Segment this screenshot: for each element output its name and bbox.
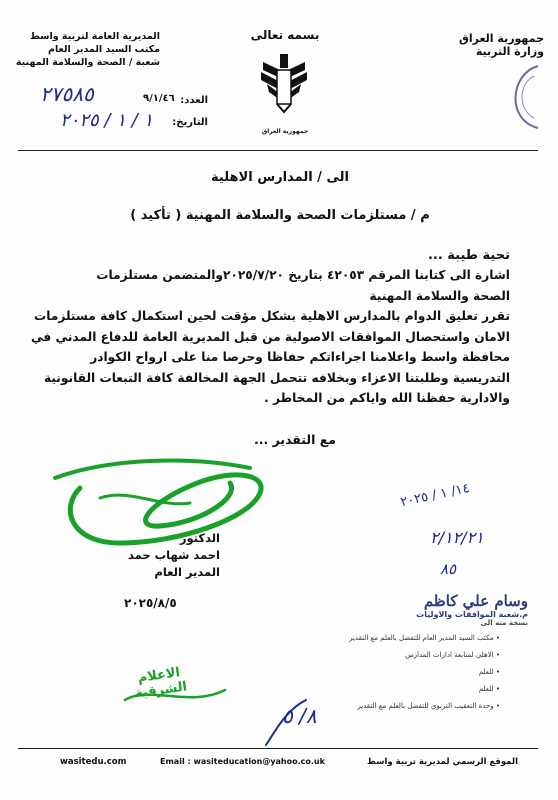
emblem-caption: جمهورية العراق: [261, 128, 309, 135]
cc-item: • الاهلي لمتابعة ادارات المدارس: [405, 651, 500, 659]
signature-title: الدكتور: [179, 531, 220, 545]
letter-paragraph-1: [52, 265, 510, 306]
footer-email: Email : wasiteducation@yahoo.co.uk: [160, 757, 325, 766]
paragraph-2-line: محافظة واسط واعلامنا اجراءاتكم حفاظا وحرصا منا على ارواح الكوادر: [90, 350, 510, 364]
cc-item-text: للعلم: [478, 668, 494, 676]
number-value: ٩/١/٤٦: [143, 93, 175, 104]
number-label: العدد:: [180, 95, 208, 106]
cc-item: • وحدة التعقيب التربوي للتفضل بالعلم مع التقدير: [357, 702, 500, 710]
header-right: [459, 32, 544, 58]
stamp-name: وسام علي كاظم: [423, 592, 528, 610]
paragraph-2-line: الامان واستحصال الموافقات الاصولية من قبل المديرية العامة للدفاع المدني في: [30, 329, 510, 344]
number-handwritten: ٢٧٥٨٥: [40, 82, 94, 106]
date-label: التاريخ:: [172, 117, 208, 128]
iraq-emblem: [259, 52, 309, 128]
handwritten-green-note: الاعلام الشرقية: [134, 665, 189, 702]
header-ministry: وزارة التربية: [475, 45, 544, 58]
seal-mark: [500, 62, 540, 132]
header-divider: [18, 150, 538, 151]
blue-scribble: [256, 690, 336, 750]
cc-item: • للعلم: [478, 685, 500, 693]
paragraph-2-line: والادارية حفظنا الله واياكم من المخاطر .: [264, 391, 510, 405]
footer-website: wasitedu.com: [60, 757, 127, 767]
date-handwritten: ١ / ١ / ٢٠٢٥: [60, 110, 154, 131]
basmala-title: بسمه تعالى: [250, 28, 320, 42]
stamp: [408, 592, 528, 627]
footer-site-label: الموقع الرسمي لمديرية تربية واسط: [367, 757, 518, 767]
signature-date: ٢٠٢٥/٨/٥: [124, 596, 177, 610]
letter-closing: مع التقدير ...: [254, 432, 336, 447]
handwritten-date-2: ٢/١٢/٢١: [430, 528, 484, 547]
signature-name: احمد شهاب حمد: [127, 548, 220, 562]
header-country: جمهورية العراق: [459, 32, 544, 45]
cc-item-text: مكتب السيد المدير العام للتفضل بالعلم مع التقدير: [349, 634, 494, 642]
header-office: مكتب السيد المدير العام: [48, 44, 160, 55]
paragraph-2-line: تقرر تعليق الدوام بالمدارس الاهلية بشكل مؤقت لحين استكمال كافة مستلزمات: [34, 309, 510, 323]
header-division: شعبة / الصحة والسلامة المهنية: [15, 57, 160, 68]
letter-greeting: تحية طيبة ...: [427, 248, 510, 263]
stamp-division: م.شعبة الموافقات والاوليات: [416, 610, 528, 619]
header-left: [15, 30, 160, 69]
signature-block: [100, 530, 220, 581]
paragraph-1-line: اشارة الى كتابنا المرقم ٤٢٠٥٣ بتاريخ ٢٠٢٥/٧/٢٠والمتضمن مستلزمات: [96, 268, 510, 282]
cc-item-text: للعلم: [478, 685, 494, 693]
handwritten-bottom: ٨/ ٥: [282, 704, 317, 728]
letter-paragraph-2: [30, 306, 510, 409]
header-directorate: المديرية العامة لتربية واسط: [29, 31, 160, 42]
green-note-underline: [120, 680, 230, 710]
signature-position: المدير العام: [154, 565, 220, 579]
letter-recipient: الى / المدارس الاهلية: [211, 170, 349, 185]
paragraph-2-line: التدريسية وطلبتنا الاعزاء وبخلافه تتحمل الجهة المخالفة كافة التبعات القانونية: [43, 370, 510, 385]
cc-item: • للعلم: [478, 668, 500, 676]
cc-item: • مكتب السيد المدير العام للتفضل بالعلم مع التقدير: [349, 634, 500, 642]
handwritten-number: ٨٥: [440, 560, 457, 578]
stamp-copy-label: نسخة منه الى: [480, 619, 528, 627]
cc-item-text: وحدة التعقيب التربوي للتفضل بالعلم مع التقدير: [357, 702, 494, 710]
paragraph-1-line: الصحة والسلامة المهنية: [369, 288, 510, 303]
handwritten-date-1: ١٤/ ١ / ٢٠٢٥: [399, 480, 471, 511]
footer-divider: [18, 748, 538, 749]
cc-item-text: الاهلي لمتابعة ادارات المدارس: [405, 651, 494, 659]
letter-subject: م / مستلزمات الصحة والسلامة المهنية ( تأكيد ): [130, 208, 430, 223]
